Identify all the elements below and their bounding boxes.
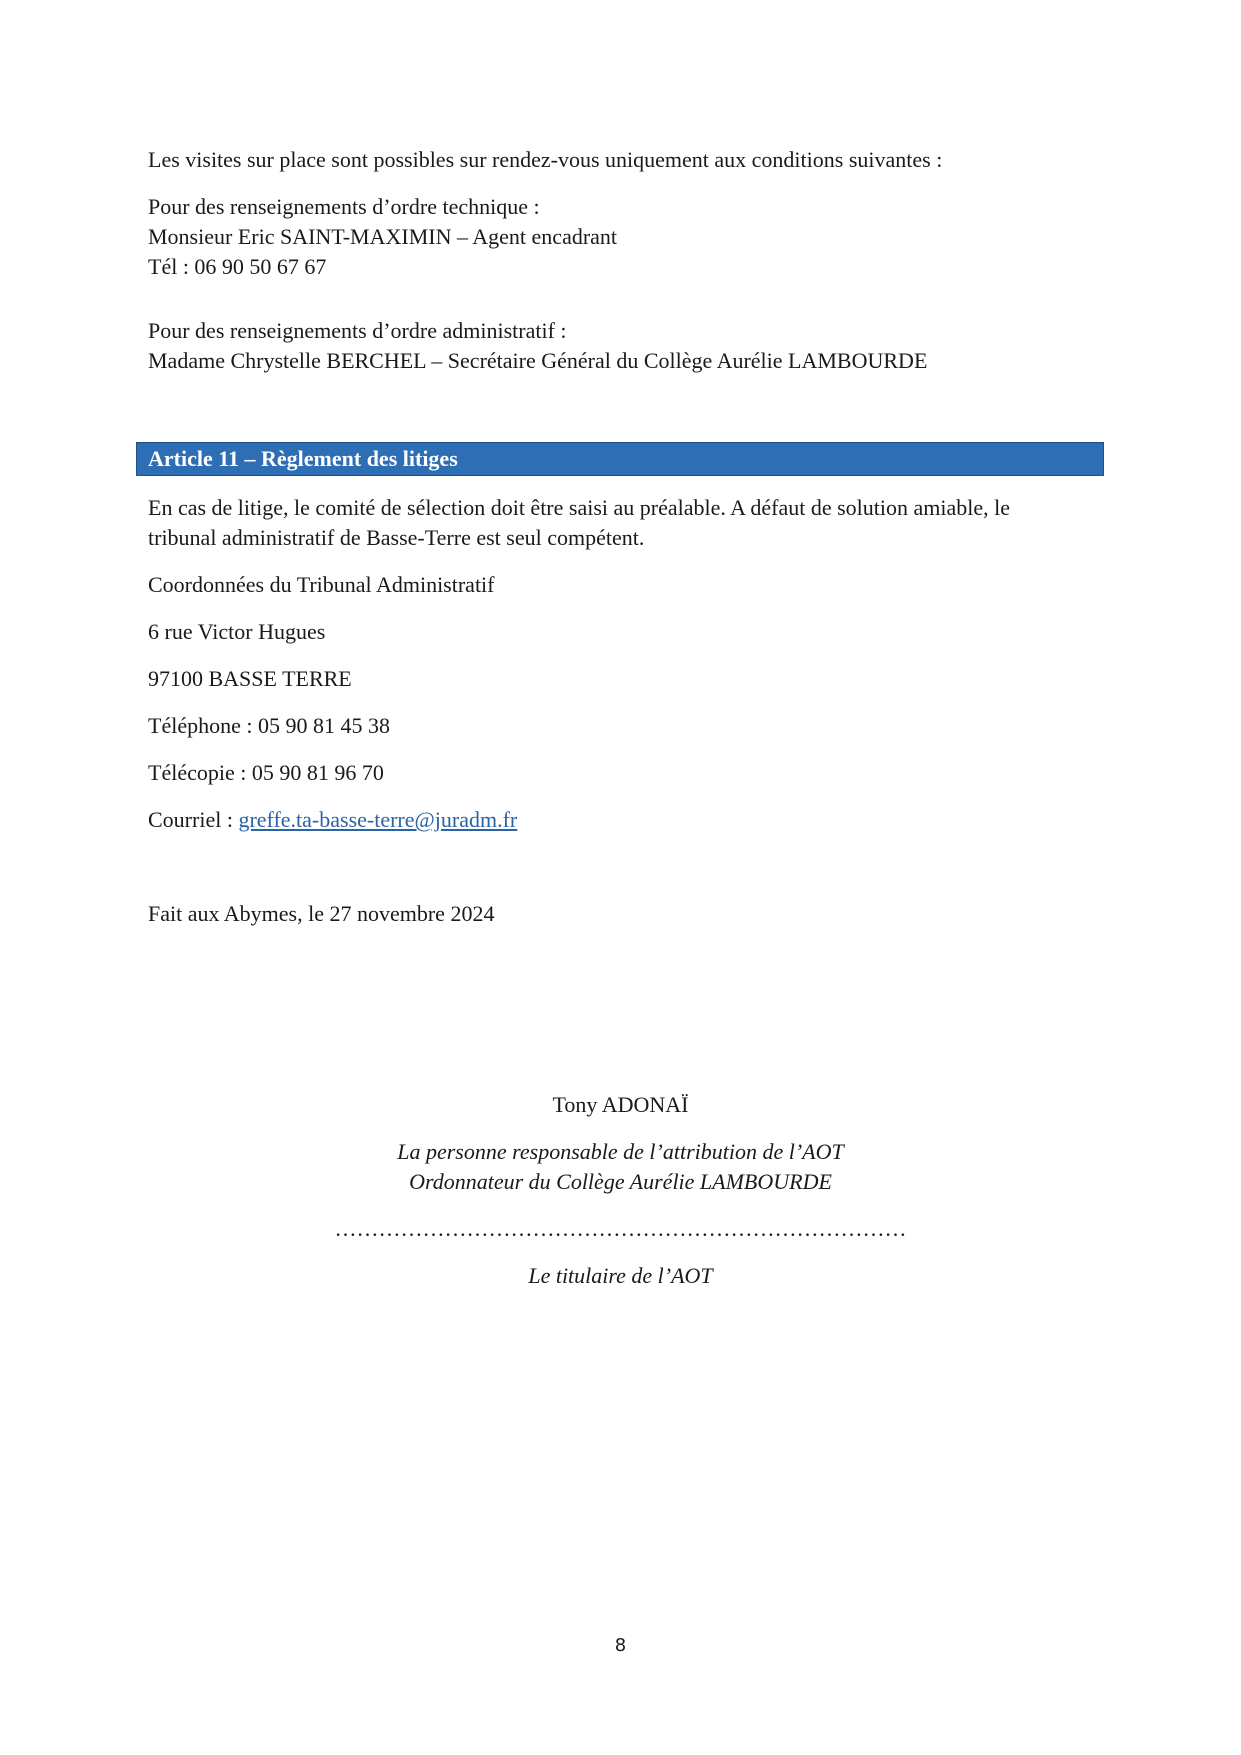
administrative-contact: Madame Chrystelle BERCHEL – Secrétaire Général du Collège Aurélie LAMBOURDE <box>148 348 928 373</box>
signature-dotted-line: …………………………………………………………………… <box>334 1216 907 1241</box>
article-11-title: Article 11 – Règlement des litiges <box>148 446 458 471</box>
court-email-line <box>148 805 517 835</box>
court-fax: Télécopie : 05 90 81 96 70 <box>148 760 384 785</box>
article-11-header <box>136 442 1104 476</box>
technical-contact: Monsieur Eric SAINT-MAXIMIN – Agent encadrant <box>148 224 618 249</box>
email-label: Courriel : <box>148 807 239 832</box>
administrative-heading: Pour des renseignements d’ordre administratif : <box>148 318 567 343</box>
technical-heading: Pour des renseignements d’ordre technique : <box>148 194 540 219</box>
litigation-paragraph-line2: tribunal administratif de Basse-Terre est seul compétent. <box>148 525 645 550</box>
signatory-role-line1: La personne responsable de l’attribution de l’AOT <box>397 1139 844 1164</box>
place-date: Fait aux Abymes, le 27 novembre 2024 <box>148 901 495 926</box>
court-address-street: 6 rue Victor Hugues <box>148 619 326 644</box>
page-number: 8 <box>614 1635 627 1656</box>
email-link[interactable]: greffe.ta-basse-terre@juradm.fr <box>238 807 518 832</box>
court-address-city: 97100 BASSE TERRE <box>148 666 352 691</box>
signatory-role-line2: Ordonnateur du Collège Aurélie LAMBOURDE <box>409 1169 832 1194</box>
signatory-name: Tony ADONAÏ <box>552 1092 689 1117</box>
court-telephone: Téléphone : 05 90 81 45 38 <box>148 713 390 738</box>
visits-intro: Les visites sur place sont possibles sur rendez-vous uniquement aux conditions suivantes : <box>148 147 943 172</box>
technical-phone: Tél : 06 90 50 67 67 <box>148 254 327 279</box>
holder-label: Le titulaire de l’AOT <box>528 1263 713 1288</box>
court-heading: Coordonnées du Tribunal Administratif <box>148 572 495 597</box>
litigation-paragraph-line1: En cas de litige, le comité de sélection doit être saisi au préalable. A défaut de solution amiable, le <box>148 495 1010 520</box>
